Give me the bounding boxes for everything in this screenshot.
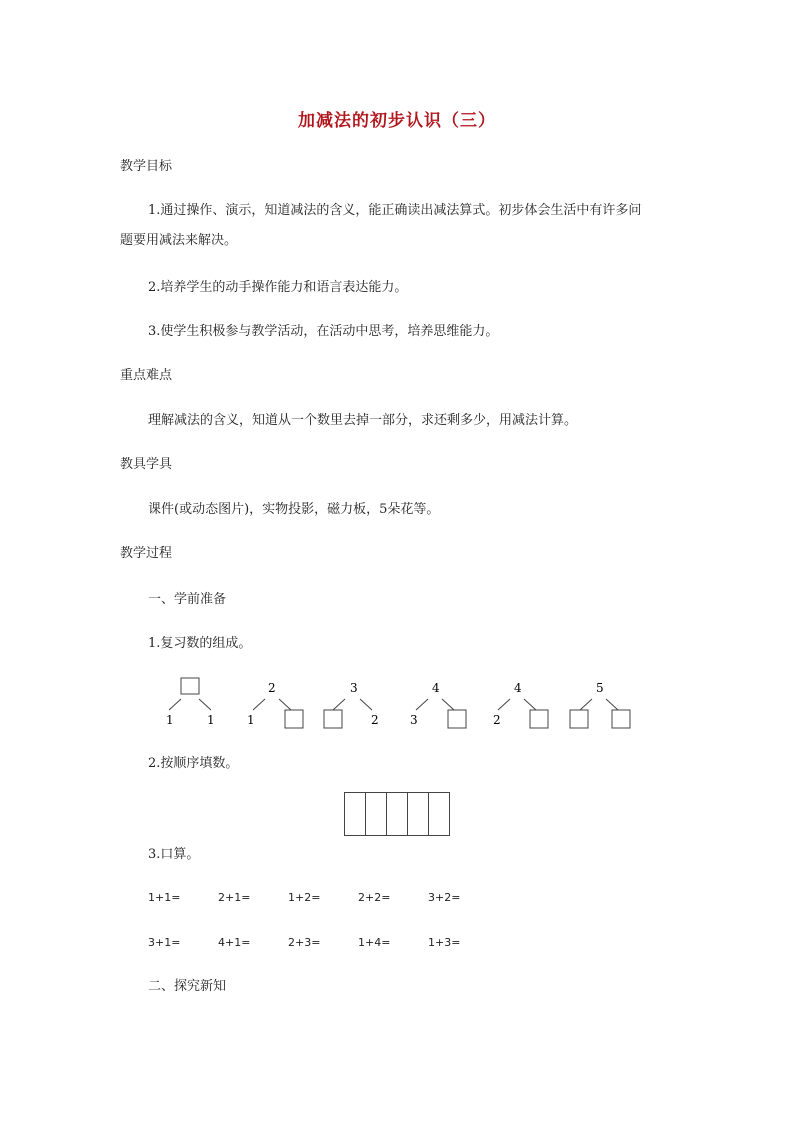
bond-6-top: 5	[596, 681, 604, 695]
bond-1-right: 1	[207, 713, 215, 727]
bond-4-top: 4	[432, 681, 440, 695]
bond-3-right: 2	[371, 713, 379, 727]
sequence-box	[386, 792, 408, 836]
sequence-box	[365, 792, 387, 836]
math-problem: 4+1=	[218, 936, 251, 949]
answer-box	[448, 710, 466, 728]
answer-box	[570, 710, 588, 728]
answer-box	[530, 710, 548, 728]
math-problem: 1+3=	[428, 936, 461, 949]
number-bond-2	[247, 681, 303, 728]
section-heading-goals: 教学目标	[120, 159, 173, 174]
math-problem: 3+1=	[148, 936, 181, 949]
page-title: 加减法的初步认识（三）	[298, 111, 496, 131]
answer-box	[324, 710, 342, 728]
bond-5-top: 4	[514, 681, 522, 695]
key-points-text: 理解减法的含义，知道从一个数里去掉一部分，求还剩多少，用减法计算。	[148, 413, 578, 428]
section-heading-process: 教学过程	[120, 546, 173, 561]
math-problem: 2+3=	[288, 936, 321, 949]
answer-box	[612, 710, 630, 728]
section-heading-tools: 教具学具	[120, 457, 173, 472]
number-bond-3	[324, 681, 379, 728]
goal-1-line-1: 1.通过操作、演示，知道减法的含义，能正确读出减法算式。初步体会生活中有许多问	[148, 203, 642, 218]
number-bond-1	[166, 678, 215, 727]
sequence-box	[344, 792, 366, 836]
sequence-box	[428, 792, 450, 836]
goal-2: 2.培养学生的动手操作能力和语言表达能力。	[148, 280, 408, 295]
number-bond-4	[410, 681, 466, 728]
math-problem: 2+2=	[358, 891, 391, 904]
step-1-heading: 一、学前准备	[148, 592, 227, 607]
sequence-box	[407, 792, 429, 836]
math-problem: 1+4=	[358, 936, 391, 949]
bond-3-top: 3	[350, 681, 358, 695]
math-problem: 1+1=	[148, 891, 181, 904]
bond-1-left: 1	[166, 713, 174, 727]
bond-2-top: 2	[268, 681, 276, 695]
goal-3: 3.使学生积极参与教学活动，在活动中思考，培养思维能力。	[148, 324, 499, 339]
review-2-heading: 2.按顺序填数。	[148, 756, 239, 771]
answer-box	[285, 710, 303, 728]
goal-1-line-2: 题要用减法来解决。	[120, 233, 238, 248]
number-bond-5	[493, 681, 548, 728]
tools-text: 课件(或动态图片)，实物投影，磁力板，5朵花等。	[148, 502, 440, 517]
math-problem: 3+2=	[428, 891, 461, 904]
review-1-heading: 1.复习数的组成。	[148, 636, 252, 651]
step-2-heading: 二、探究新知	[148, 979, 227, 994]
section-heading-key-points: 重点难点	[120, 368, 173, 383]
sequence-fill-boxes	[344, 792, 450, 836]
math-problem: 2+1=	[218, 891, 251, 904]
answer-box	[181, 678, 199, 694]
bond-2-left: 1	[247, 713, 255, 727]
number-bond-6	[570, 681, 630, 728]
math-problem: 1+2=	[288, 891, 321, 904]
bond-5-left: 2	[493, 713, 501, 727]
bond-4-left: 3	[410, 713, 418, 727]
review-3-heading: 3.口算。	[148, 847, 200, 862]
